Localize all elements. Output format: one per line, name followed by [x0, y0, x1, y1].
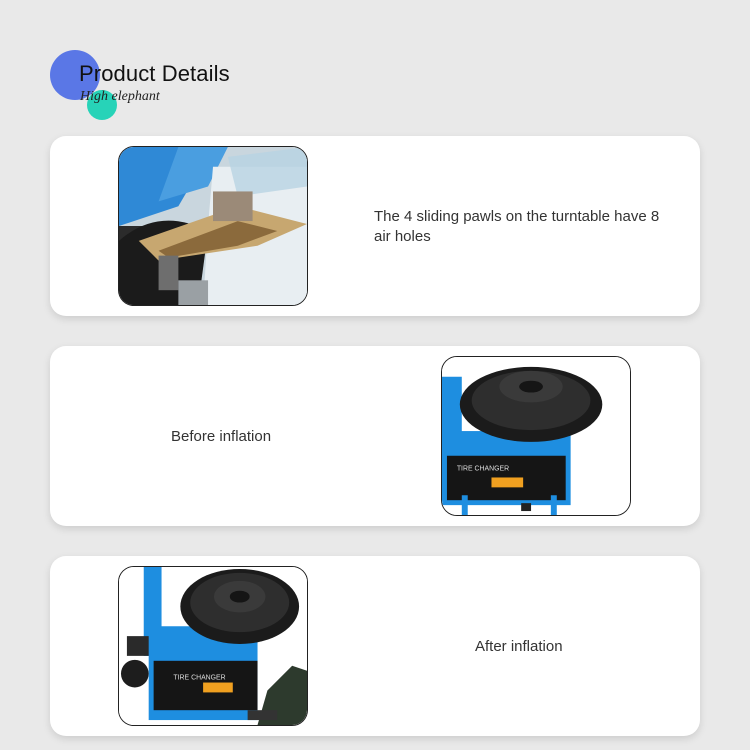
machine-label: TIRE CHANGER: [173, 674, 226, 682]
detail-caption: The 4 sliding pawls on the turntable have 8 air holes: [374, 208, 660, 245]
turntable-pawl-photo: [118, 146, 308, 306]
machine-label: TIRE CHANGER: [456, 465, 510, 473]
tire-before-inflation-photo: [441, 356, 631, 516]
section-header: [0, 0, 750, 130]
brand-subtitle: High elephant: [80, 89, 160, 104]
detail-card: [50, 136, 700, 316]
section-title: Product Details: [79, 61, 230, 86]
detail-card: [50, 556, 700, 736]
detail-caption: Before inflation: [171, 428, 272, 445]
detail-card: [50, 346, 700, 526]
detail-caption: After inflation: [475, 638, 563, 655]
tire-after-inflation-photo: [118, 566, 308, 726]
